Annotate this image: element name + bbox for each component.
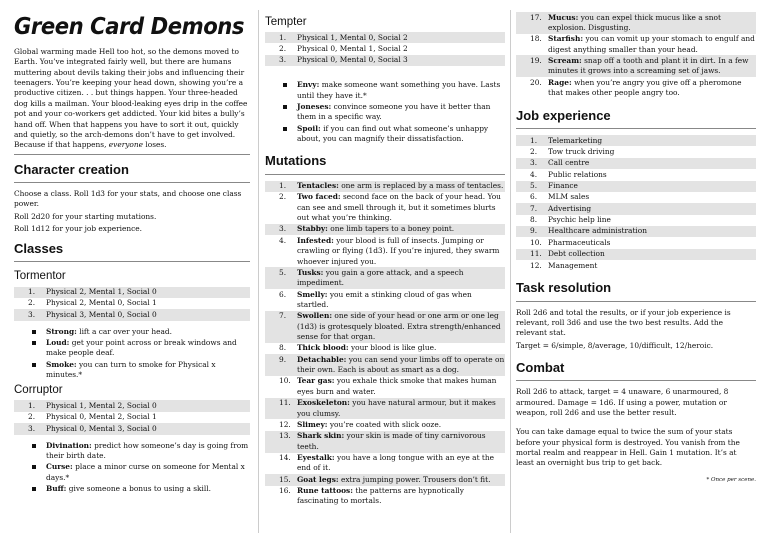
combat-damage-text: You can take damage equal to twice the sum of your stats before your physical form is destroyed. You vanish from the mortal realm and reappear in Hell. Gain 1 mutation. It’s at least an overnight bus trip to get back. — [516, 427, 740, 468]
mutations-heading: Mutations — [265, 153, 327, 169]
list-item: 2. Physical 2, Mental 0, Social 1 — [28, 298, 157, 308]
list-item: 2. Physical 0, Mental 2, Social 1 — [28, 412, 157, 422]
list-item: Loud: get your point across or break windows and make people deaf. — [14, 338, 250, 359]
divider — [516, 301, 756, 302]
list-item: 12. Management — [530, 260, 598, 270]
job-experience-heading: Job experience — [516, 107, 611, 123]
list-item: 2. Two faced: second face on the back of your head. You can see and smell through it, but it sometimes blurts out what you’re thinking. — [279, 192, 501, 223]
list-item: Curse: place a minor curse on someone for Mental x days.* — [14, 462, 250, 483]
list-item: 1. Physical 2, Mental 1, Social 0 — [14, 287, 250, 298]
column-divider — [258, 10, 259, 533]
tempter-powers — [265, 80, 505, 144]
corruptor-stats — [14, 400, 250, 434]
corruptor-powers — [14, 441, 250, 495]
page-title: Green Card Demons — [14, 14, 245, 40]
column-1 — [14, 12, 250, 543]
tormentor-powers — [14, 327, 250, 381]
task-resolution-heading: Task resolution — [516, 280, 612, 296]
divider — [516, 380, 756, 381]
corruptor-heading: Corruptor — [14, 384, 63, 397]
list-item: 4. Infested: your blood is full of insects. Jumping or crawling or flying (1d3). If you’re injured, they swarm whoever injured you. — [279, 235, 500, 266]
tempter-heading: Tempter — [265, 16, 307, 28]
list-item: 10. Pharmaceuticals — [530, 237, 611, 247]
list-item: Buff: give someone a bonus to using a skill. — [14, 484, 250, 494]
list-item: 17. Mucus: you can expel thick mucus like a snot explosion. Disgusting. — [516, 12, 756, 34]
list-item: Smoke: you can turn to smoke for Physical x minutes.* — [14, 360, 250, 381]
list-item: 3. Physical 0, Mental 3, Social 0 — [14, 423, 250, 434]
list-item: Divination: predict how someone’s day is going from their birth date. — [14, 441, 250, 462]
list-item: Joneses: convince someone you have it better than them in a specific way. — [265, 102, 505, 123]
intro-text: Global warming made Hell too hot, so the demons moved to Earth. You’ve integrated fairly well, but there are humans muttering about devils taking their jobs and influencing their teenagers. You’re keeping your head down, showing you’re a productive citizen. . . but things happen. Your three-headed dog kills a mailman. Your blood-leaking eyes drip in the coffee pot and your co-workers get addicted. Your kid bites a bully’s hand off. When that happens you have to sort it out, quickly and quietly, so the arch-demons don’t have to get involved. Because if that happens, everyone loses. — [14, 47, 248, 150]
list-item: 3. Physical 0, Mental 0, Social 3 — [265, 55, 505, 66]
list-item: 7. Advertising — [516, 203, 756, 214]
list-item: 9. Detachable: you can send your limbs off to operate on their own. Each is about as smart as a dog. — [265, 354, 505, 376]
list-item: 6. MLM sales — [530, 192, 590, 202]
divider — [14, 261, 250, 262]
combat-text: Roll 2d6 to attack, target = 4 unaware, 6 unarmoured, 8 armoured. Damage = 1d6. If using a power, mutation or weapon, roll 2d6 and use the better result. — [516, 387, 729, 417]
character-creation-heading: Character creation — [14, 161, 129, 177]
mutations-list-continued — [516, 12, 756, 99]
column-3 — [516, 12, 756, 543]
task-targets: Target = 6/simple, 8/average, 10/difficult, 12/heroic. — [516, 340, 714, 350]
column-2 — [265, 12, 505, 543]
tormentor-heading: Tormentor — [14, 270, 66, 283]
list-item: 16. Rune tattoos: the patterns are hypnotically fascinating to mortals. — [279, 486, 464, 506]
list-item: 1. Physical 1, Mental 2, Social 0 — [14, 400, 250, 411]
list-item: 10. Tear gas: you exhale thick smoke that makes human eyes burn and water. — [279, 376, 497, 396]
list-item: 8. Thick blood: your blood is like glue. — [279, 343, 437, 353]
column-divider — [510, 10, 511, 533]
list-item: 2. Tow truck driving — [530, 146, 615, 156]
tormentor-stats — [14, 287, 250, 321]
classes-heading: Classes — [14, 241, 64, 257]
list-item: 5. Tusks: you gain a gore attack, and a speech impediment. — [265, 267, 505, 289]
list-item: 19. Scream: snap off a tooth and plant it in dirt. In a few minutes it grows into a screaming set of jaws. — [516, 55, 756, 77]
divider — [516, 128, 756, 129]
list-item: 8. Psychic help line — [530, 215, 611, 225]
list-item: Envy: make someone want something you have. Lasts until they have it.* — [265, 80, 505, 101]
job-list — [516, 135, 756, 271]
list-item: 11. Debt collection — [516, 249, 756, 260]
list-item: 9. Healthcare administration — [516, 226, 756, 237]
list-item: 20. Rage: when you’re angry you give off a pheromone that makes other people angry too. — [530, 77, 742, 98]
list-item: Spoil: if you can find out what someone’s unhappy about, you can magnify their dissatisfaction. — [265, 124, 505, 145]
list-item: 2. Physical 0, Mental 1, Social 2 — [279, 43, 408, 53]
list-item: 6. Smelly: you emit a stinking cloud of gas when startled. — [279, 289, 472, 309]
list-item: 12. Slimey: you’re coated with slick ooze. — [279, 419, 442, 429]
list-item: 14. Eyestalk: you have a long tongue with an eye at the end of it. — [279, 453, 495, 473]
footnote: * Once per scene. — [706, 476, 756, 483]
list-item: 18. Starfish: you can vomit up your stomach to engulf and digest anything smaller than your head. — [530, 34, 755, 54]
list-item: 15. Goat legs: extra jumping power. Trousers don’t fit. — [265, 474, 505, 485]
list-item: 3. Call centre — [516, 158, 756, 169]
list-item: Strong: lift a car over your head. — [14, 327, 250, 337]
list-item: 3. Stabby: one limb tapers to a boney point. — [265, 224, 505, 235]
divider — [265, 174, 505, 175]
task-resolution-text: Roll 2d6 and total the results, or if your job experience is relevant, roll 3d6 and use the two best results. Add the relevant stat. — [516, 307, 731, 338]
divider — [14, 154, 250, 155]
combat-heading: Combat — [516, 360, 565, 375]
list-item: 1. Physical 1, Mental 0, Social 2 — [265, 32, 505, 43]
mutations-list — [265, 181, 505, 508]
list-item: 5. Finance — [516, 181, 756, 192]
list-item: 7. Swollen: one side of your head or one arm or one leg (1d3) is grotesquely bloated. Extra strength/enhanced sense for that organ. — [265, 311, 505, 343]
divider — [14, 182, 250, 183]
list-item: 11. Exoskeleton: you have natural armour, but it makes you clumsy. — [265, 398, 505, 420]
list-item: 1. Tentacles: one arm is replaced by a mass of tentacles. — [265, 181, 505, 192]
list-item: 4. Public relations — [530, 169, 607, 179]
tempter-stats — [265, 32, 505, 66]
list-item: 13. Shark skin: your skin is made of tiny carnivorous teeth. — [265, 431, 505, 453]
character-creation-text: Choose a class. Roll 1d3 for your stats, and choose one class power. Roll 2d20 for your starting mutations. Roll 1d12 for your job experience. — [14, 188, 242, 233]
list-item: 1. Telemarketing — [516, 135, 756, 146]
list-item: 3. Physical 3, Mental 0, Social 0 — [14, 309, 250, 320]
